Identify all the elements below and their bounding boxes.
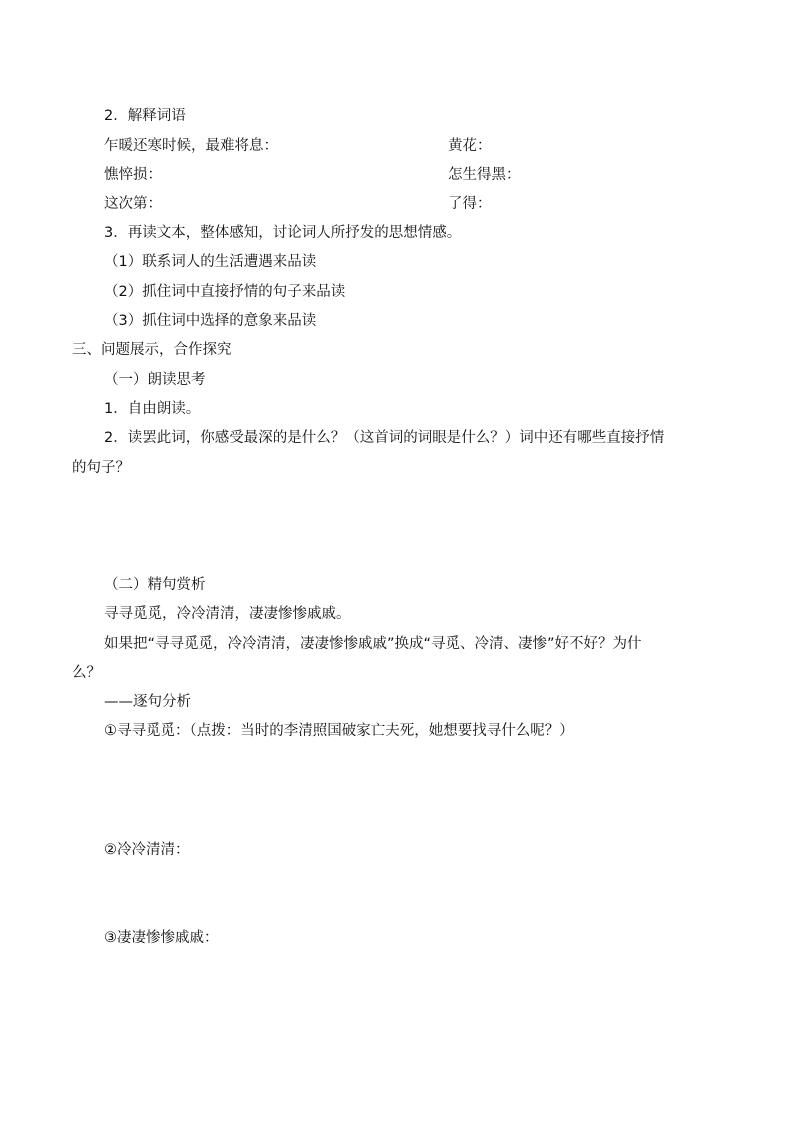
sub-2-heading: （二）精句赏析 (104, 577, 206, 593)
term-2: 黄花： (448, 138, 492, 154)
sub-2-question-line-1: 如果把“寻寻觅觅，冷冷清清，凄凄惨惨戚戚”换成“寻觅、冷清、凄惨”好不好？为什 (104, 636, 642, 652)
sub-1-question-2-line-2: 的句子？ (72, 460, 130, 476)
sub-2-question-line-2: 么？ (72, 665, 101, 681)
analysis-item-3: ③凄凄惨惨戚戚： (104, 930, 219, 946)
section-3-item-3: （3）抓住词中选择的意象来品读 (104, 313, 317, 329)
sub-1-question-2-line-1: 2．读罢此词，你感受最深的是什么？（这首词的词眼是什么？）词中还有哪些直接抒情 (104, 430, 665, 446)
analysis-heading: ——逐句分析 (104, 694, 191, 710)
analysis-item-2: ②冷冷清清： (104, 842, 190, 858)
sub-2-quote: 寻寻觅觅，冷冷清清，凄凄惨惨戚戚。 (104, 606, 351, 622)
section-3-item-2: （2）抓住词中直接抒情的句子来品读 (104, 284, 346, 300)
analysis-item-1: ①寻寻觅觅：（点拨：当时的李清照国破家亡夫死，她想要找寻什么呢？） (104, 723, 574, 739)
part-3-heading: 三、问题展示，合作探究 (72, 342, 232, 358)
term-3: 憔悴损： (104, 167, 162, 183)
section-3-item-1: （1）联系词人的生活遭遇来品读 (104, 254, 317, 270)
term-4: 怎生得黑： (448, 167, 521, 183)
section-2-heading: 2．解释词语 (104, 108, 186, 124)
sub-1-heading: （一）朗读思考 (104, 372, 206, 388)
section-3-heading: 3．再读文本，整体感知，讨论词人所抒发的思想情感。 (104, 225, 462, 241)
term-6: 了得： (448, 196, 492, 212)
term-5: 这次第： (104, 196, 162, 212)
sub-1-question-1: 1．自由朗读。 (104, 401, 201, 417)
term-1: 乍暖还寒时候，最难将息： (104, 138, 278, 154)
